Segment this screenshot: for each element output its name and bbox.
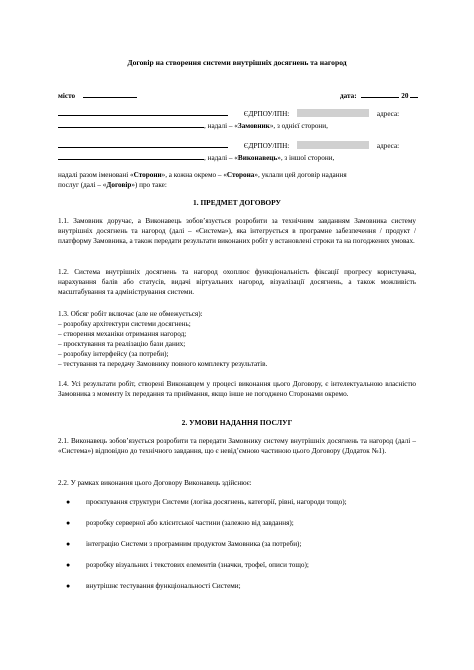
customer-edrpou-label: ЄДРПОУ/ІПН: bbox=[243, 110, 290, 118]
customer-edrpou-field[interactable] bbox=[297, 109, 369, 117]
clause-2-1: 2.1. Виконавець зобов’язується розробити та передати Замовнику систему внутрішніх досягнень та нагород (далі – «Система») відповідно до технічного завдання, що є невід’ємною частиною цього Договору (Додаток №1). bbox=[58, 437, 416, 455]
service-item: інтеграцію Системи з програмним продуктом Замовника (за потреби); bbox=[86, 540, 302, 548]
service-item: розробку візуальних і текстових елементів (значки, трофеї, описи тощо); bbox=[86, 561, 309, 569]
scope-item: – створення механіки отримання нагород; bbox=[58, 330, 187, 338]
customer-suffix-post: », з однієї сторони, bbox=[269, 122, 328, 130]
year-field[interactable] bbox=[410, 90, 418, 98]
clause-1-1: 1.1. Замовник доручає, а Виконавець зобов’язується розробити за технічним завданням Замовника систему внутрішніх досягнень та нагород (далі – «Система»), яка інтегрується в програмне забезпечення / продукт / платформу Замовника, а також передати результати виконаних робіт у встановлені строки та на погоджених умовах. bbox=[58, 217, 416, 245]
intro-text: », уклали цей договір надання bbox=[254, 171, 347, 179]
city-field[interactable] bbox=[83, 90, 137, 98]
clause-1-3-lead: 1.3. Обсяг робіт включає (але не обмежується): bbox=[58, 310, 203, 318]
contractor-address-field[interactable] bbox=[58, 152, 204, 160]
scope-item: – тестування та передачу Замовнику повного комплекту результатів. bbox=[58, 360, 268, 368]
contractor-edrpou-field[interactable] bbox=[297, 141, 369, 149]
parties-term: Сторони bbox=[133, 171, 162, 179]
scope-item: – розробку інтерфейсу (за потреби); bbox=[58, 350, 169, 358]
contractor-line-1 bbox=[58, 140, 399, 151]
date-line bbox=[340, 90, 418, 101]
contractor-suffix-post: », з іншої сторони, bbox=[277, 154, 335, 162]
bullet-icon: ● bbox=[66, 561, 71, 569]
bullet-icon: ● bbox=[66, 498, 71, 506]
scope-item: – проєктування та реалізацію бази даних; bbox=[58, 340, 186, 348]
clause-1-2: 1.2. Система внутрішніх досягнень та нагород охоплює функціональність фіксації прогресу користувача, нарахування балів або статусів, видачі віртуальних нагород, візуалізації досягнень, а також можливість масштабування та адміністрування системи. bbox=[58, 268, 416, 296]
clause-2-2-lead: 2.2. У рамках виконання цього Договору Виконавець здійснює: bbox=[58, 479, 252, 487]
bullet-icon: ● bbox=[66, 582, 71, 590]
intro-text: ») про таке: bbox=[131, 181, 167, 189]
customer-name-field[interactable] bbox=[58, 108, 228, 116]
service-item: проєктування структури Системи (логіка досягнень, категорії, рівні, нагороди тощо); bbox=[86, 498, 347, 506]
customer-line-2 bbox=[58, 120, 328, 131]
service-item: розробку серверної або клієнтської частини (залежно від завдання); bbox=[86, 519, 294, 527]
service-item: внутрішнє тестування функціональності Системи; bbox=[86, 582, 241, 590]
section-2-heading: 2. УМОВИ НАДАННЯ ПОСЛУГ bbox=[181, 418, 293, 427]
date-field[interactable] bbox=[361, 90, 399, 98]
year-prefix: 20 bbox=[401, 92, 409, 100]
contractor-name: Виконавець bbox=[237, 154, 278, 162]
contractor-name-field[interactable] bbox=[58, 140, 228, 148]
section-1-heading: 1. ПРЕДМЕТ ДОГОВОРУ bbox=[193, 198, 281, 207]
intro-text: послуг (далі – « bbox=[58, 181, 107, 189]
contract-term: Договір bbox=[106, 181, 132, 189]
contractor-suffix-pre: , надалі – « bbox=[204, 154, 238, 162]
intro-text: надалі разом іменовані « bbox=[58, 171, 134, 179]
contractor-line-2 bbox=[58, 152, 334, 163]
customer-address-field[interactable] bbox=[58, 120, 204, 128]
customer-suffix-pre: , надалі – « bbox=[204, 122, 238, 130]
clause-1-4: 1.4. Усі результати робіт, створені Виконавцем у процесі виконання цього Договору, є інтелектуальною власністю Замовника з моменту їх передання та приймання, якщо інше не погоджено Сторонами окремо. bbox=[58, 380, 416, 398]
scope-item: – розробку архітектури системи досягнень; bbox=[58, 320, 191, 328]
customer-line-1 bbox=[58, 108, 399, 119]
intro-line-1 bbox=[58, 170, 347, 180]
contractor-address-label: адреса: bbox=[376, 142, 400, 150]
date-label: дата: bbox=[340, 92, 357, 100]
bullet-icon: ● bbox=[66, 519, 71, 527]
contractor-edrpou-label: ЄДРПОУ/ІПН: bbox=[243, 142, 290, 150]
customer-name: Замовник bbox=[237, 122, 270, 130]
city-label: місто bbox=[58, 92, 76, 100]
customer-address-label: адреса: bbox=[376, 110, 400, 118]
document-title: Договір на створення системи внутрішніх досягнень та нагород bbox=[127, 58, 347, 67]
party-term: Сторона bbox=[226, 171, 255, 179]
bullet-icon: ● bbox=[66, 540, 71, 548]
intro-line-2 bbox=[58, 180, 167, 190]
intro-text: », а кожна окремо – « bbox=[161, 171, 227, 179]
city-line bbox=[58, 90, 137, 101]
